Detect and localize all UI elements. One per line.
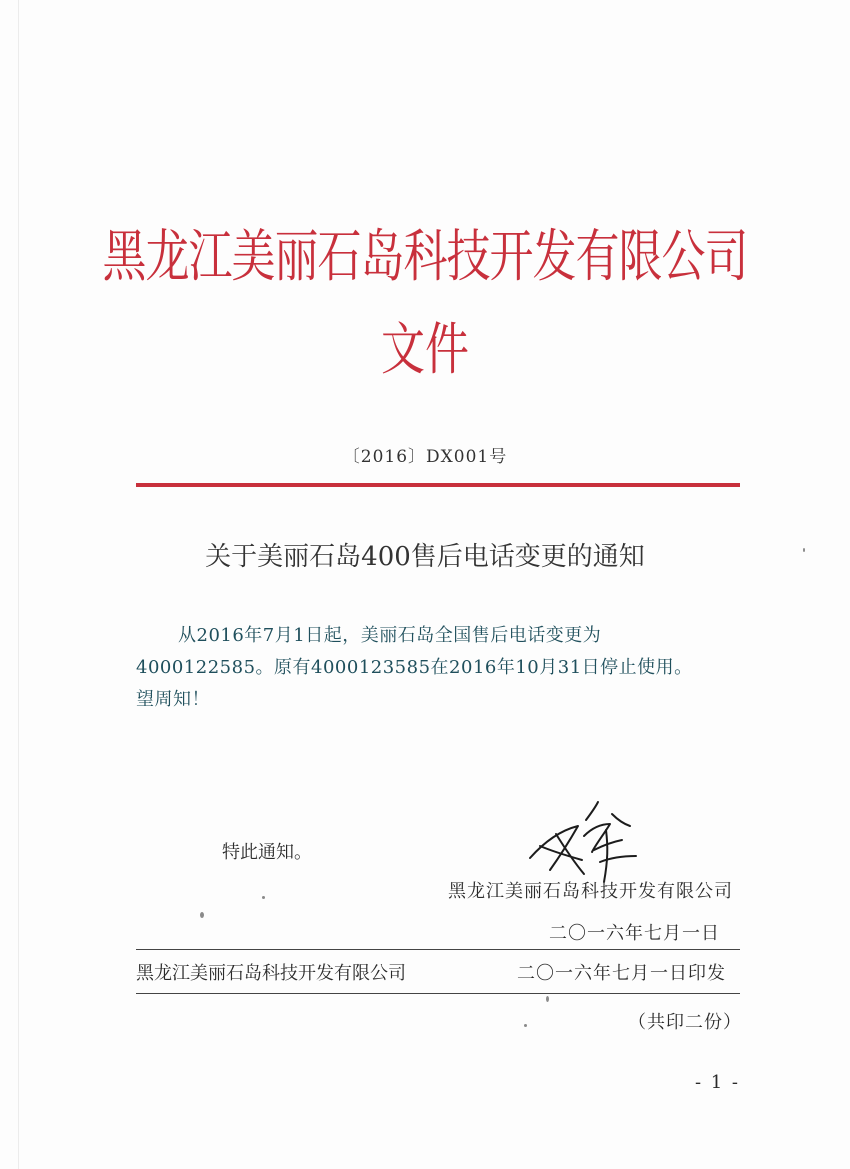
body-line-2: 4000122585。原有4000123585在2016年10月31日停止使用。 [136, 657, 693, 678]
body-line-1: 从2016年7月1日起，美丽石岛全国售后电话变更为 [178, 625, 602, 646]
scan-speck [524, 1024, 527, 1027]
notice-body [136, 620, 748, 716]
header-company-title: 黑龙江美丽石岛科技开发有限公司 [102, 224, 748, 290]
scan-speck [262, 896, 265, 899]
scan-speck [546, 996, 549, 1002]
issue-date: 二〇一六年七月一日印发 [517, 963, 726, 984]
closing-remark: 特此通知。 [222, 842, 312, 863]
header-document-type: 文件 [381, 317, 469, 383]
notice-title: 关于美丽石岛400售后电话变更的通知 [205, 542, 645, 572]
footer-rule-top [136, 949, 740, 950]
signing-company: 黑龙江美丽石岛科技开发有限公司 [448, 881, 733, 902]
copies-note: （共印二份） [628, 1012, 742, 1033]
scan-speck [200, 912, 204, 918]
body-line-3: 望周知！ [136, 689, 210, 710]
red-divider [136, 483, 740, 487]
signing-date: 二〇一六年七月一日 [549, 923, 720, 944]
document-number: 〔2016〕DX001号 [342, 447, 508, 467]
scan-speck [803, 548, 805, 552]
issuer-name: 黑龙江美丽石岛科技开发有限公司 [136, 963, 406, 984]
page-number: - 1 - [694, 1072, 740, 1093]
footer-rule-bottom [136, 993, 740, 994]
